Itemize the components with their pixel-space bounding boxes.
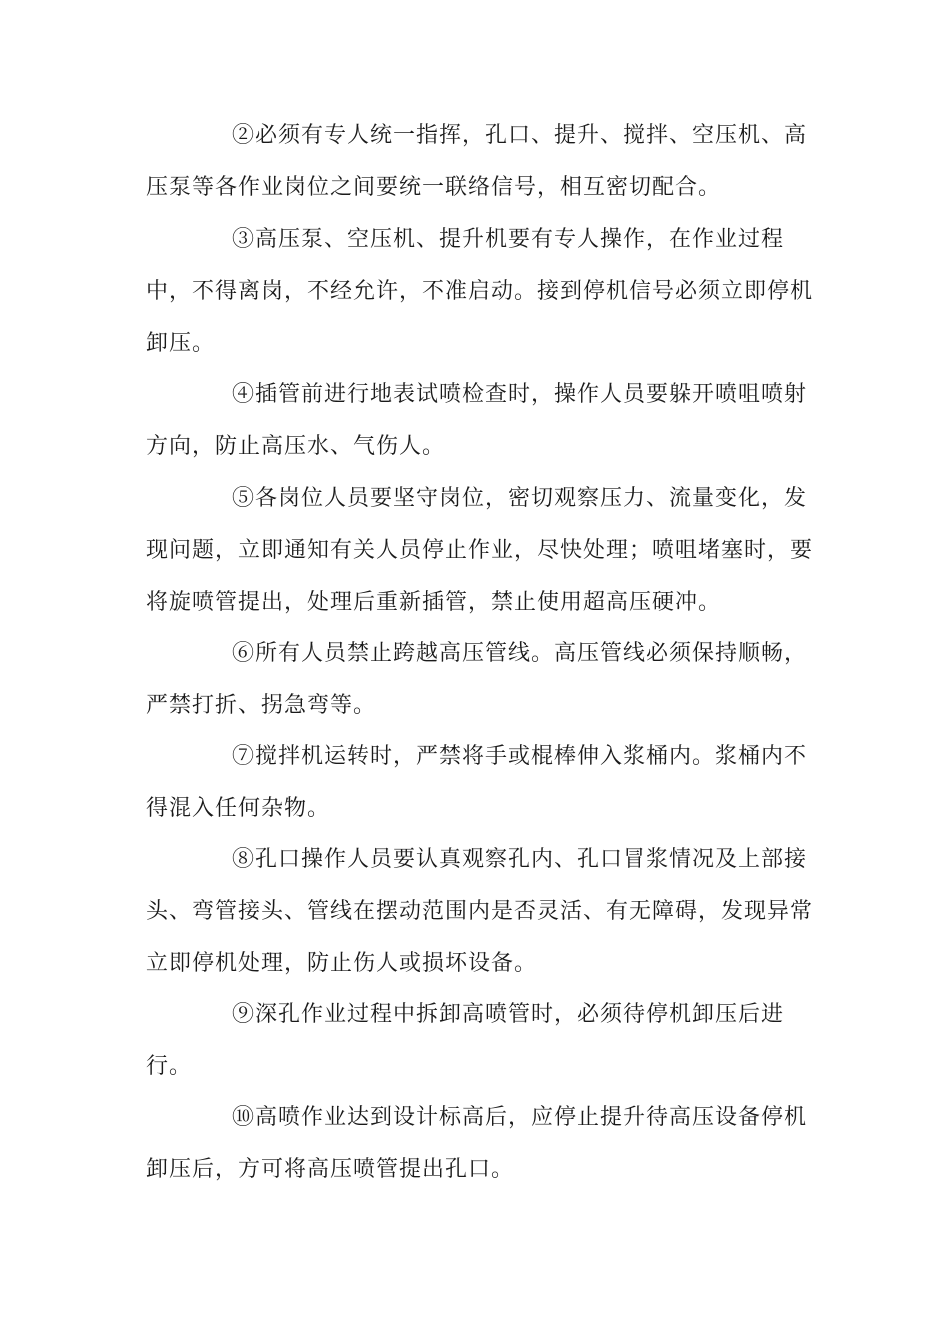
paragraph-line: 卸压后，方可将高压喷管提出孔口。	[146, 1157, 515, 1182]
paragraph-line: ②必须有专人统一指挥，孔口、提升、搅拌、空压机、高	[232, 123, 808, 148]
paragraph-line: ⑧孔口操作人员要认真观察孔内、孔口冒浆情况及上部接	[232, 847, 808, 872]
paragraph-8	[146, 834, 814, 990]
paragraph-line: 行。	[146, 1054, 193, 1079]
paragraph-line: 压泵等各作业岗位之间要统一联络信号，相互密切配合。	[146, 175, 722, 200]
paragraph-10	[146, 1092, 806, 1196]
paragraph-4	[146, 369, 806, 473]
paragraph-6	[146, 628, 806, 732]
paragraph-line: 中，不得离岗，不经允许，不准启动。接到停机信号必须立即停机	[146, 279, 814, 304]
paragraph-line: ⑩高喷作业达到设计标高后，应停止提升待高压设备停机	[232, 1105, 808, 1130]
paragraph-line: 方向，防止高压水、气伤人。	[146, 434, 446, 459]
paragraph-line: ⑤各岗位人员要坚守岗位，密切观察压力、流量变化，发	[232, 486, 808, 511]
paragraph-line: ⑦搅拌机运转时，严禁将手或棍棒伸入浆桶内。浆桶内不	[232, 744, 808, 769]
paragraph-line: 得混入任何杂物。	[146, 796, 331, 821]
paragraph-line: 立即停机处理，防止伤人或损坏设备。	[146, 951, 538, 976]
paragraph-line: ⑨深孔作业过程中拆卸高喷管时，必须待停机卸压后进	[232, 1002, 785, 1027]
paragraph-line: 卸压。	[146, 331, 216, 356]
paragraph-line: ③高压泵、空压机、提升机要有专人操作，在作业过程	[232, 227, 785, 252]
paragraph-9	[146, 989, 806, 1093]
paragraph-line: ④插管前进行地表试喷检查时，操作人员要躲开喷咀喷射	[232, 382, 808, 407]
paragraph-2	[146, 110, 806, 214]
paragraph-5	[146, 473, 814, 629]
paragraph-3	[146, 214, 814, 370]
paragraph-line: 现问题，立即通知有关人员停止作业，尽快处理；喷咀堵塞时，要	[146, 538, 814, 563]
paragraph-line: 头、弯管接头、管线在摆动范围内是否灵活、有无障碍，发现异常	[146, 899, 814, 924]
paragraph-line: ⑥所有人员禁止跨越高压管线。高压管线必须保持顺畅，	[232, 641, 808, 666]
paragraph-line: 严禁打折、拐急弯等。	[146, 693, 377, 718]
paragraph-7	[146, 731, 806, 835]
paragraph-line: 将旋喷管提出，处理后重新插管，禁止使用超高压硬冲。	[146, 590, 722, 615]
